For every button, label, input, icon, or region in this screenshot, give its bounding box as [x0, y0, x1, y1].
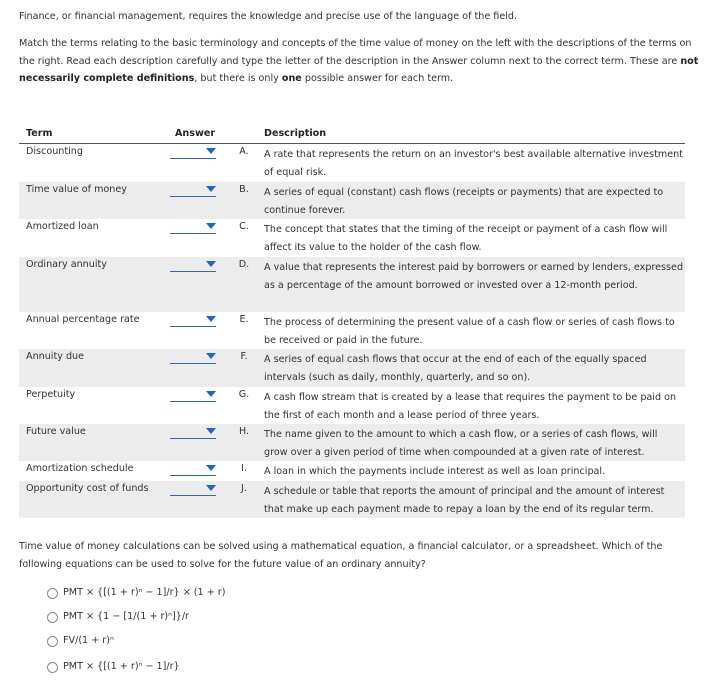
instructions-part2: , but there is only — [194, 73, 282, 84]
answer-dropdown[interactable] — [170, 314, 216, 327]
chevron-down-icon — [206, 465, 216, 471]
instructions-part1: Match the terms relating to the basic terminology and concepts of the time value of money on the left with the descriptions of the terms on the right. Read each description carefully and type the letter of the description in the Answer column next to the correct term. These are — [19, 38, 692, 67]
term-label: Discounting — [26, 146, 83, 157]
table-row — [19, 481, 685, 518]
description-text: A loan in which the payments include interest as well as loan principal. — [264, 466, 606, 477]
answer-dropdown[interactable] — [170, 426, 216, 439]
description-letter: A. — [239, 146, 249, 157]
radio-button[interactable] — [47, 662, 58, 673]
description-text: A series of equal cash flows that occur at the end of each of the equally spaced intervals (such as daily, monthly, quarterly, and so on). — [264, 354, 647, 383]
chevron-down-icon — [206, 223, 216, 229]
answer-dropdown[interactable] — [170, 221, 216, 234]
table-row — [19, 182, 685, 219]
answer-dropdown[interactable] — [170, 351, 216, 364]
chevron-down-icon — [206, 485, 216, 491]
header-description: Description — [264, 128, 327, 139]
option-label: PMT × {[(1 + r)ⁿ − 1]/r} × (1 + r) — [63, 587, 226, 598]
matching-table — [19, 126, 685, 518]
header-answer: Answer — [175, 128, 216, 139]
chevron-down-icon — [206, 186, 216, 192]
radio-button[interactable] — [47, 636, 58, 647]
chevron-down-icon — [206, 428, 216, 434]
answer-dropdown[interactable] — [170, 184, 216, 197]
table-header — [19, 126, 685, 144]
instructions-part3: possible answer for each term. — [301, 73, 454, 84]
term-label: Amortized loan — [26, 221, 99, 232]
answer-dropdown[interactable] — [170, 146, 216, 159]
instructions-bold-one: one — [281, 73, 302, 84]
table-row — [19, 387, 685, 424]
description-letter: J. — [241, 483, 247, 494]
description-text: A rate that represents the return on an investor's best available alternative investment of equal risk. — [264, 149, 683, 178]
term-label: Perpetuity — [26, 389, 76, 400]
description-text: The process of determining the present value of a cash flow or series of cash flows to be received or paid in the future. — [264, 317, 675, 346]
term-label: Annual percentage rate — [26, 314, 140, 325]
description-text: A series of equal (constant) cash flows (receipts or payments) that are expected to continue forever. — [264, 187, 664, 216]
answer-dropdown[interactable] — [170, 389, 216, 402]
instructions-text — [19, 35, 699, 88]
table-row — [19, 257, 685, 312]
term-label: Time value of money — [26, 184, 127, 195]
table-row — [19, 461, 685, 481]
term-label: Opportunity cost of funds — [26, 483, 149, 494]
radio-button[interactable] — [47, 612, 58, 623]
description-letter: F. — [240, 351, 248, 362]
table-row — [19, 144, 685, 182]
intro-text: Finance, or financial management, requires the knowledge and precise use of the language of the field. — [19, 11, 518, 22]
table-row — [19, 219, 685, 257]
question-text: Time value of money calculations can be solved using a mathematical equation, a financial calculator, or a spreadsheet. Which of the following equations can be used to solve for the future value of an ordinary annuity? — [19, 541, 663, 570]
option-label: FV/(1 + r)ⁿ — [63, 635, 114, 646]
answer-dropdown[interactable] — [170, 483, 216, 496]
description-letter: B. — [239, 184, 249, 195]
option-label: PMT × {[(1 + r)ⁿ − 1]/r} — [63, 661, 180, 672]
table-row — [19, 424, 685, 461]
chevron-down-icon — [206, 148, 216, 154]
description-letter: H. — [238, 426, 250, 437]
table-body — [19, 144, 685, 518]
instructions-bold-not-complete: not necessarily complete definitions — [19, 55, 699, 84]
header-term: Term — [26, 128, 53, 139]
description-letter: G. — [238, 389, 250, 400]
chevron-down-icon — [206, 353, 216, 359]
description-letter: C. — [239, 221, 249, 232]
chevron-down-icon — [206, 391, 216, 397]
option-label: PMT × {1 − [1/(1 + r)ⁿ]}/r — [63, 611, 190, 622]
description-text: A cash flow stream that is created by a lease that requires the payment to be paid on the first of each month and a lease period of three years. — [264, 392, 677, 421]
answer-dropdown[interactable] — [170, 463, 216, 476]
term-label: Ordinary annuity — [26, 259, 107, 270]
chevron-down-icon — [206, 316, 216, 322]
term-label: Amortization schedule — [26, 463, 134, 474]
chevron-down-icon — [206, 261, 216, 267]
description-letter: E. — [239, 314, 249, 325]
description-text: The name given to the amount to which a cash flow, or a series of cash flows, will grow over a given period of time when compounded at a given rate of interest. — [264, 429, 658, 458]
description-text: A value that represents the interest paid by borrowers or earned by lenders, expressed as a percentage of the amount borrowed or invested over a 12-month period. — [264, 262, 684, 291]
table-row — [19, 349, 685, 387]
description-text: The concept that states that the timing of the receipt or payment of a cash flow will affect its value to the holder of the cash flow. — [264, 224, 668, 253]
description-letter: I. — [241, 463, 247, 474]
description-letter: D. — [238, 259, 250, 270]
table-row — [19, 312, 685, 349]
answer-dropdown[interactable] — [170, 259, 216, 272]
description-text: A schedule or table that reports the amount of principal and the amount of interest that make up each payment made to repay a loan by the end of its regular term. — [264, 486, 665, 515]
term-label: Annuity due — [26, 351, 85, 362]
radio-button[interactable] — [47, 588, 58, 599]
term-label: Future value — [26, 426, 86, 437]
